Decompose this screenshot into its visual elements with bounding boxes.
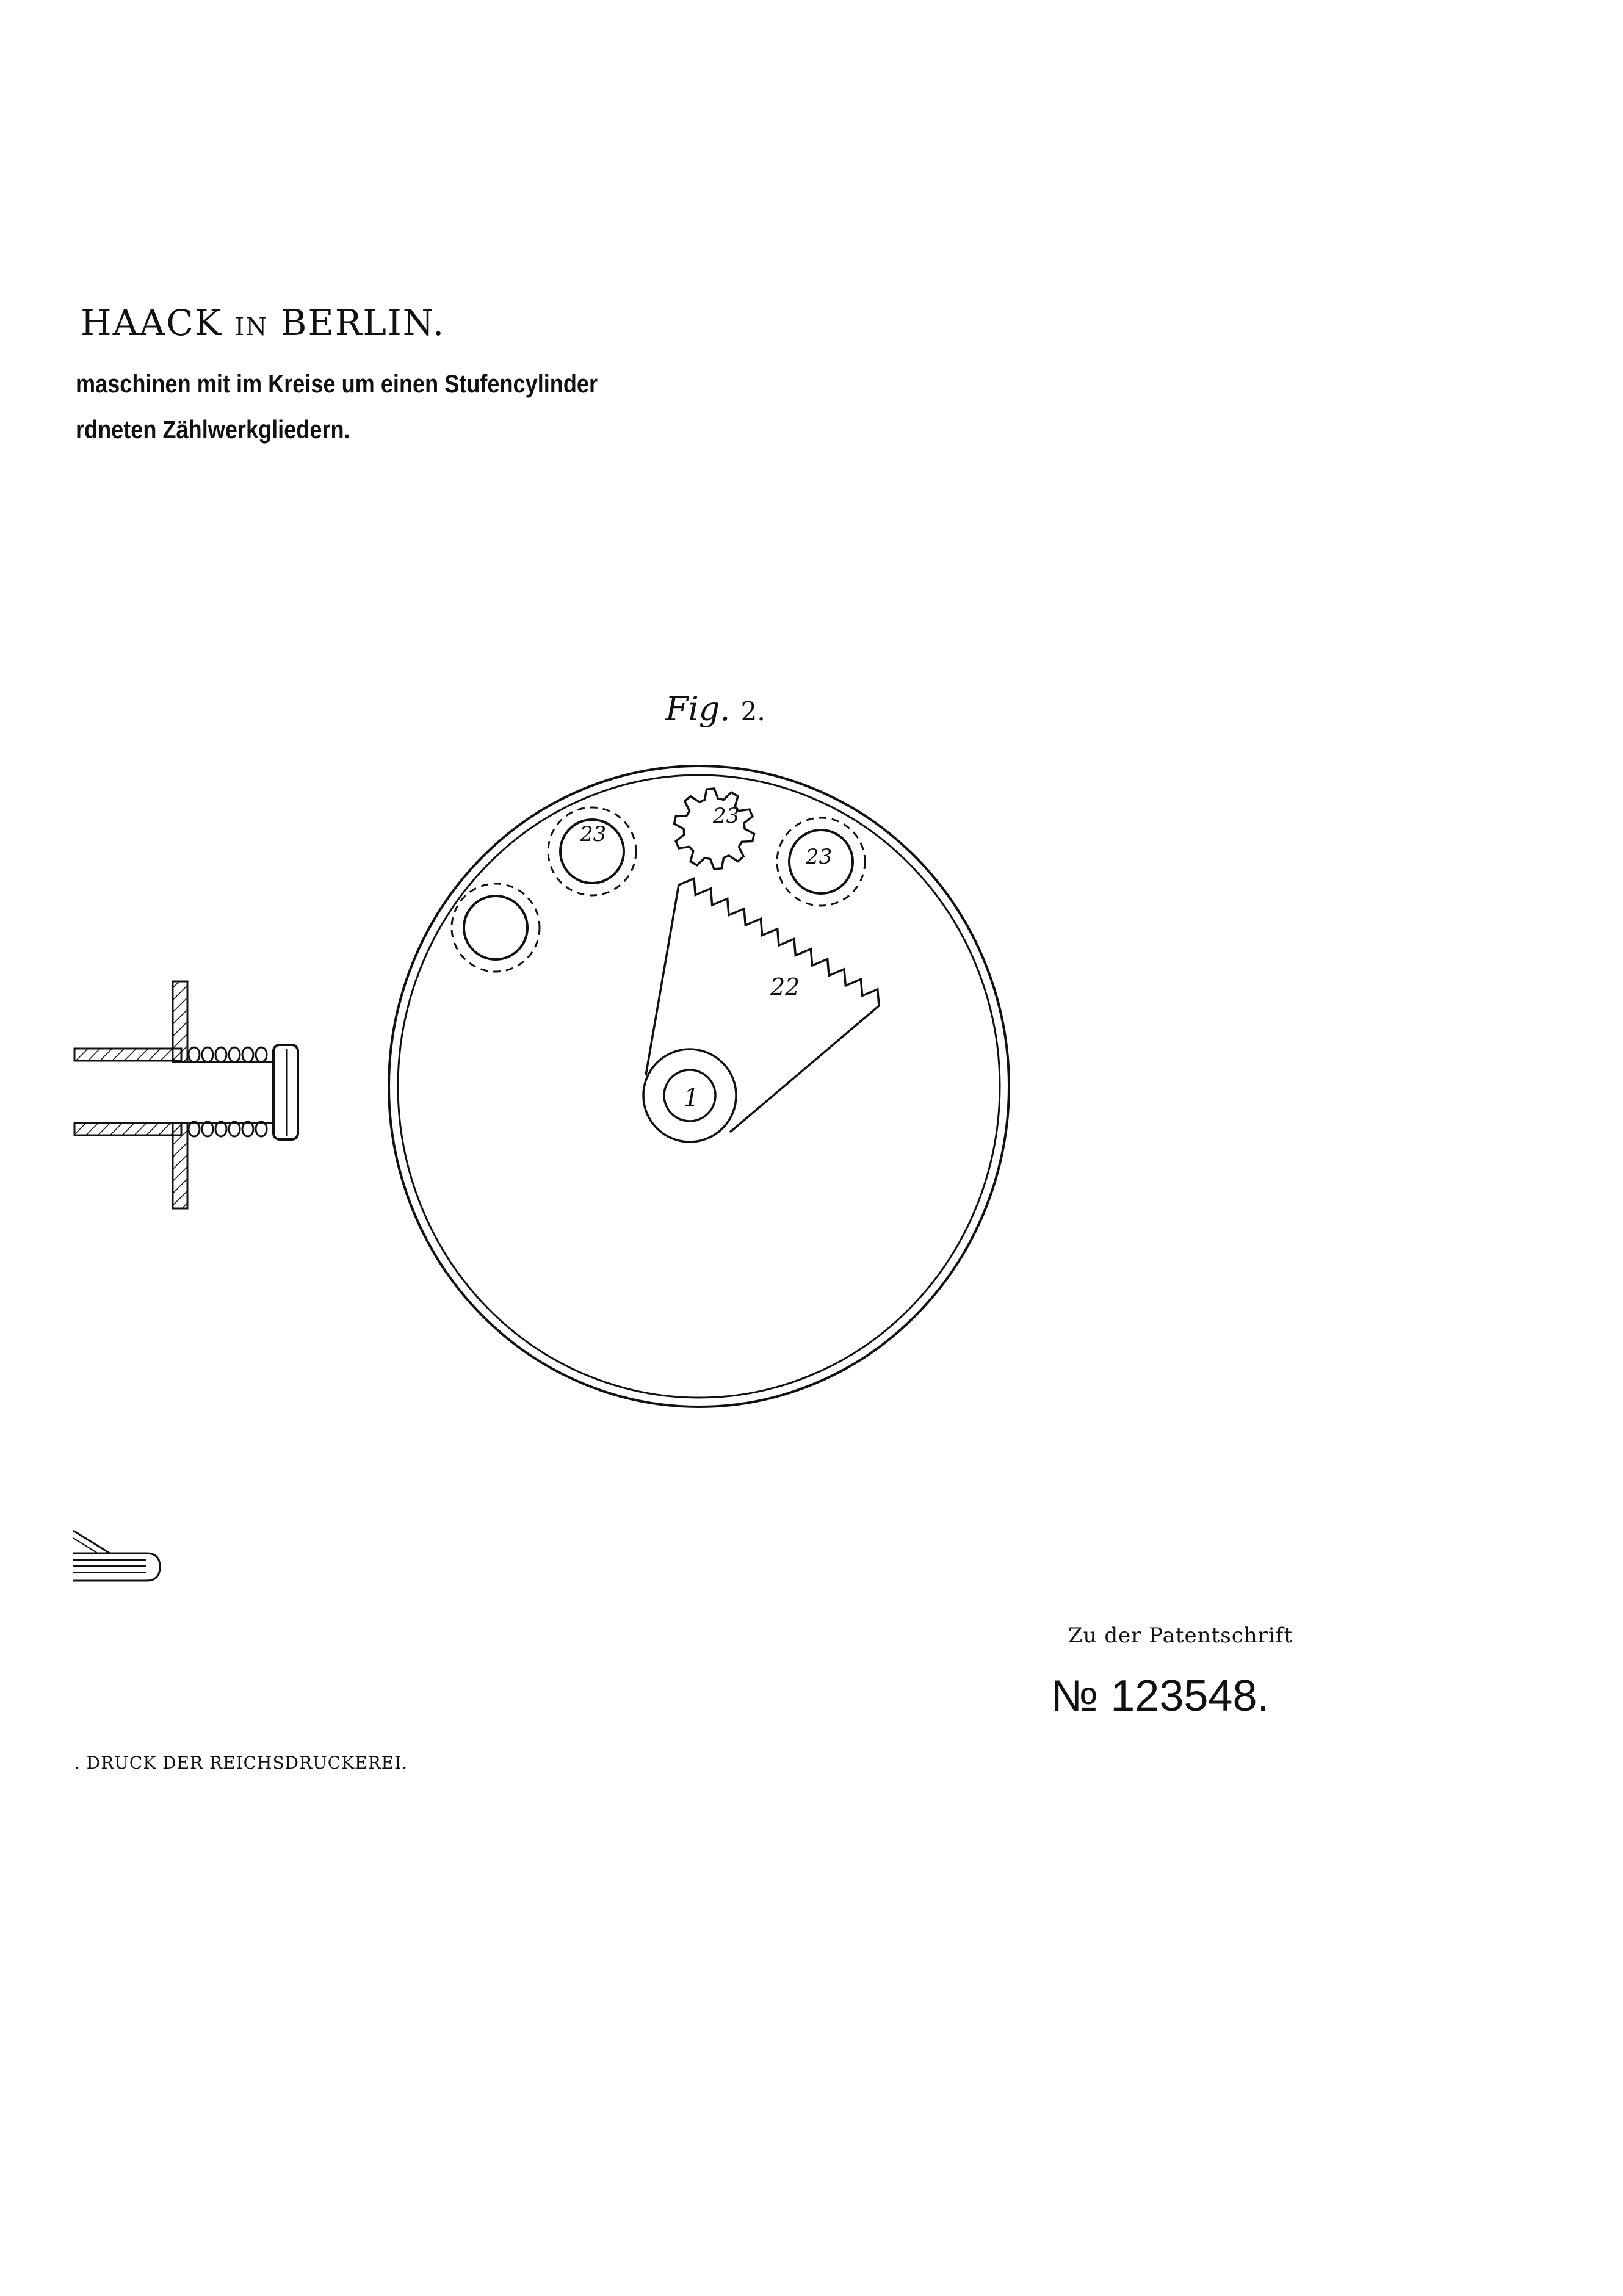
- label-sector: 22: [770, 973, 800, 1000]
- inventor-name: HAACK: [81, 302, 223, 344]
- spring-coil: [215, 1122, 226, 1136]
- figure-caption-text: Fig.: [665, 690, 731, 728]
- patent-number: № 123548.: [1051, 1672, 1270, 1720]
- bolt-fragment: [73, 1531, 160, 1581]
- inventor-city: BERLIN.: [280, 302, 446, 344]
- pinion-gear: [674, 789, 754, 869]
- spring-coil: [189, 1047, 200, 1062]
- inventor-in: IN: [234, 313, 269, 341]
- spring-coil: [242, 1122, 253, 1136]
- label-wheel-left: 23: [580, 822, 607, 847]
- figure-caption-number: 2.: [740, 696, 765, 726]
- patent-reference-label: Zu der Patentschrift: [1068, 1623, 1293, 1648]
- patent-title-line-2: rdneten Zählwerkgliedern.: [76, 415, 350, 444]
- spring-assembly-section: [74, 981, 298, 1208]
- spring-coil: [256, 1047, 267, 1062]
- spring-coil: [202, 1122, 213, 1136]
- label-shaft: 1: [684, 1084, 699, 1112]
- printer-imprint: . DRUCK DER REICHSDRUCKEREI.: [74, 1753, 408, 1773]
- spring-coil: [202, 1047, 213, 1062]
- wheel-left: [548, 807, 636, 895]
- spring-coil: [215, 1047, 226, 1062]
- spring-coil: [256, 1122, 267, 1136]
- wheel-far-left: [452, 884, 540, 972]
- spring-coil: [229, 1122, 240, 1136]
- label-wheel-center: 23: [713, 804, 740, 828]
- spring-coil: [189, 1122, 200, 1136]
- spring-coil: [229, 1047, 240, 1062]
- label-wheel-right: 23: [806, 845, 833, 869]
- patent-title-line-1: maschinen mit im Kreise um einen Stufencylinder: [76, 369, 598, 398]
- spring-coil: [242, 1047, 253, 1062]
